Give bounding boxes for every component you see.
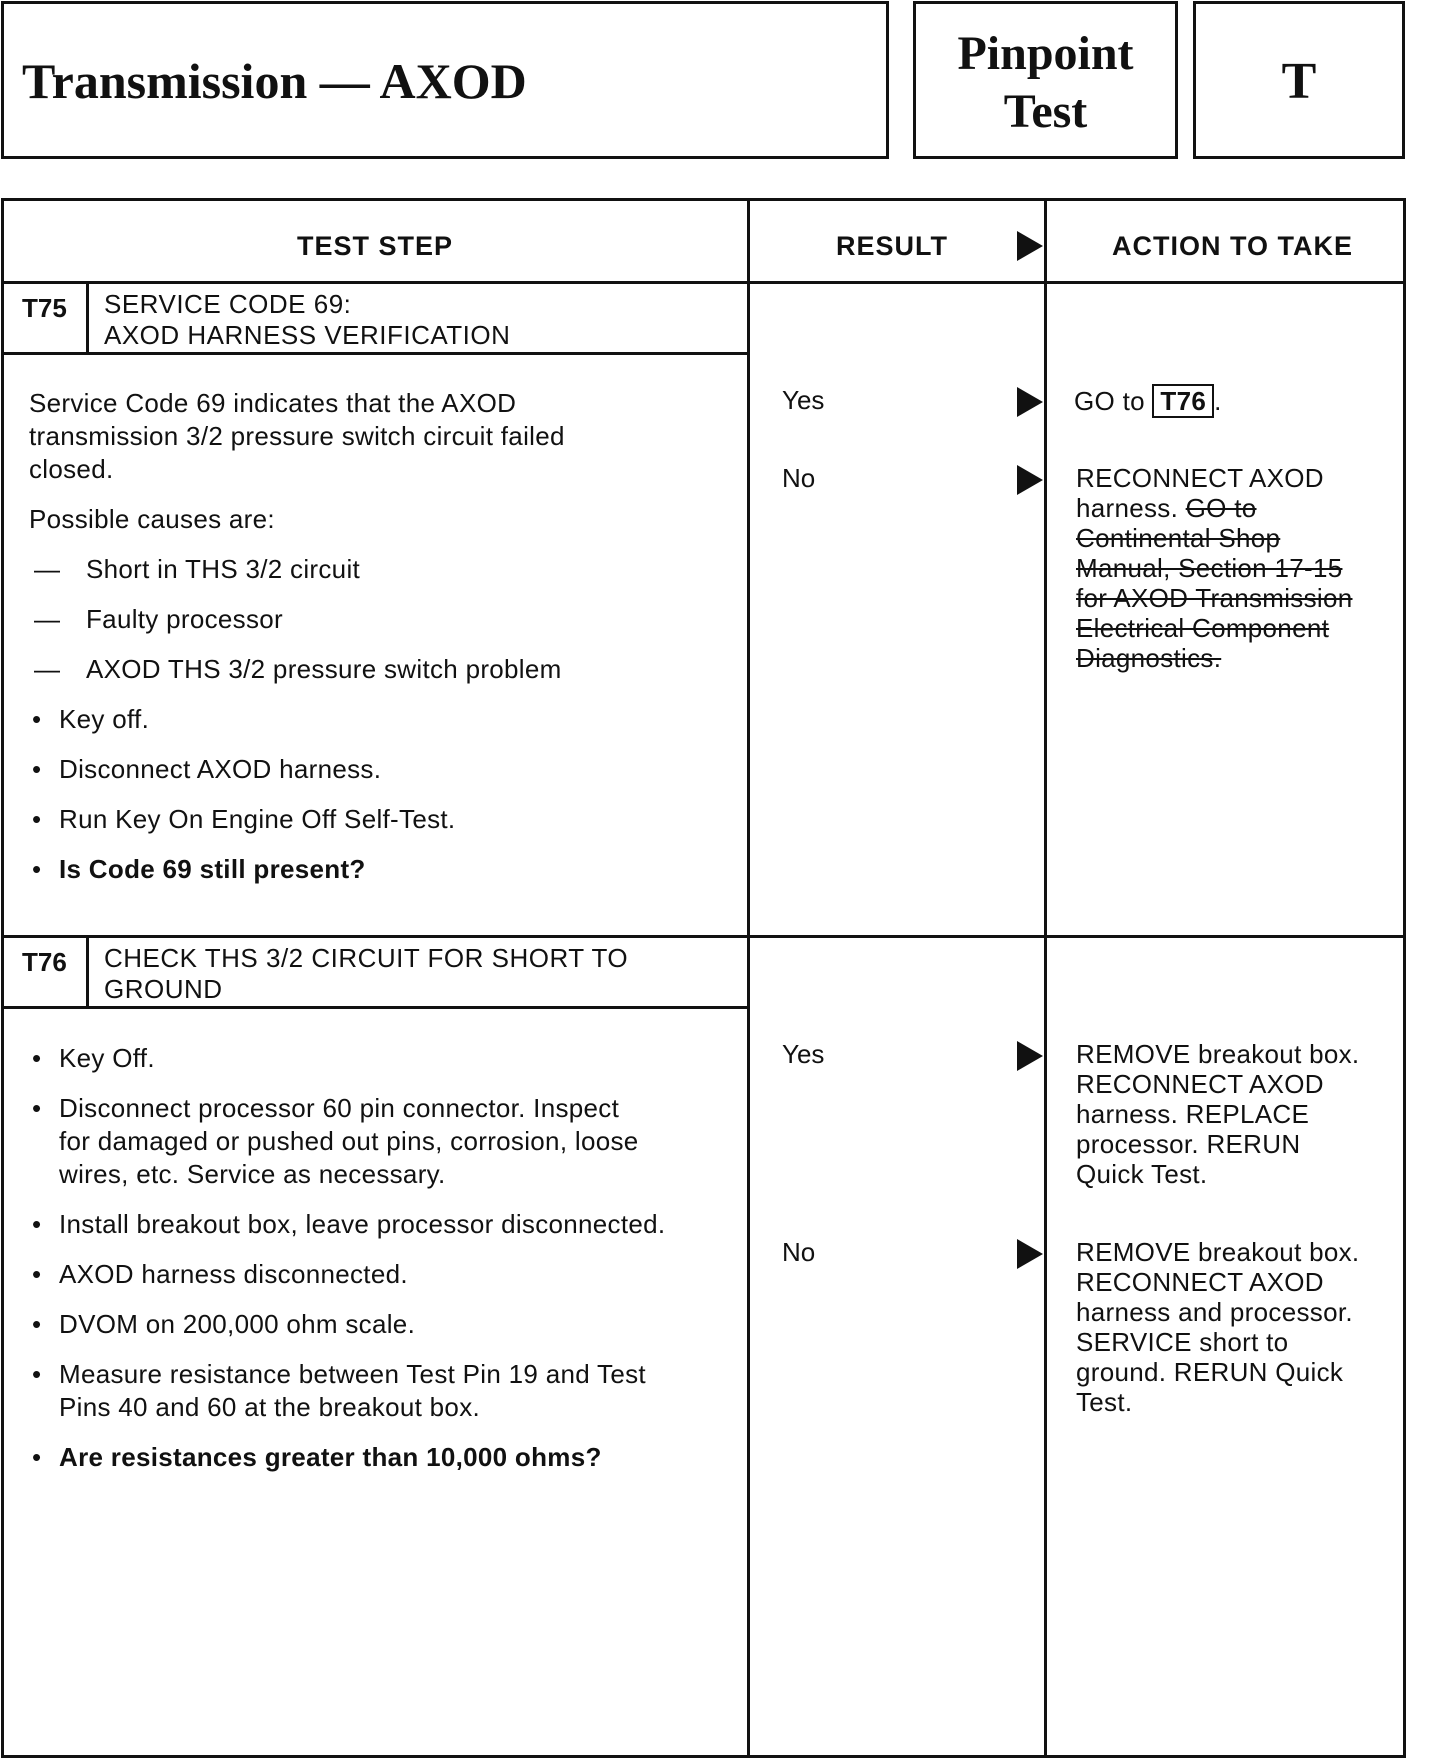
action-text: Test. [1076, 1387, 1133, 1417]
result-no: No [782, 1237, 816, 1267]
column-divider [1044, 201, 1047, 1758]
dash-icon: — [34, 604, 60, 634]
bullet-icon: • [32, 1309, 42, 1339]
procedure-item: Install breakout box, leave processor disconnected. [59, 1209, 666, 1239]
struck-text: GO to [1185, 493, 1257, 523]
arrow-right-icon [1017, 1041, 1043, 1071]
bullet-icon: • [32, 754, 42, 784]
header-action: ACTION TO TAKE [1112, 231, 1353, 261]
result-yes: Yes [782, 1039, 825, 1069]
step-title-line1: SERVICE CODE 69: [104, 289, 352, 319]
arrow-right-icon [1017, 387, 1043, 417]
step-id-divider [86, 935, 89, 1008]
column-divider [747, 201, 750, 1758]
step-divider [4, 935, 1403, 938]
dash-icon: — [34, 554, 60, 584]
header-divider [4, 281, 1403, 284]
procedure-item: wires, etc. Service as necessary. [59, 1159, 446, 1189]
step-title-line1: CHECK THS 3/2 CIRCUIT FOR SHORT TO [104, 943, 629, 973]
pinpoint-table [1, 198, 1406, 1758]
action-text: RECONNECT AXOD [1076, 463, 1324, 493]
struck-text: Continental Shop [1076, 523, 1281, 553]
action-text: GO to [1074, 386, 1145, 416]
bullet-icon: • [32, 704, 42, 734]
action-text: REMOVE breakout box. [1076, 1237, 1360, 1267]
action-text: SERVICE short to [1076, 1327, 1289, 1357]
page-title: Transmission — AXOD [22, 53, 527, 109]
step-title-line2: AXOD HARNESS VERIFICATION [104, 320, 511, 350]
struck-text: for AXOD Transmission [1076, 583, 1353, 613]
bullet-icon: • [32, 1259, 42, 1289]
step-question: Is Code 69 still present? [59, 854, 366, 884]
procedure-item: for damaged or pushed out pins, corrosion, loose [59, 1126, 639, 1156]
bullet-icon: • [32, 1093, 42, 1123]
step-title-divider [4, 352, 747, 355]
action-text: RECONNECT AXOD [1076, 1267, 1324, 1297]
test-type-box [913, 1, 1178, 159]
arrow-right-icon [1017, 231, 1043, 261]
struck-text: Electrical Component [1076, 613, 1330, 643]
procedure-item: Key Off. [59, 1043, 155, 1073]
test-type-line1: Pinpoint [957, 27, 1134, 80]
procedure-item: DVOM on 200,000 ohm scale. [59, 1309, 416, 1339]
procedure-item: Key off. [59, 704, 150, 734]
section-box [1193, 1, 1405, 159]
procedure-item: Disconnect processor 60 pin connector. Inspect [59, 1093, 620, 1123]
result-no: No [782, 463, 816, 493]
dash-icon: — [34, 654, 60, 684]
cause-item: Faulty processor [86, 604, 283, 634]
struck-text: Manual, Section 17-15 [1076, 553, 1343, 583]
action-text: ground. RERUN Quick [1076, 1357, 1344, 1387]
action-text: . [1214, 386, 1222, 416]
action-text: processor. RERUN [1076, 1129, 1301, 1159]
action-yes [1074, 386, 1222, 416]
intro-text: Service Code 69 indicates that the AXOD [29, 388, 517, 418]
bullet-icon: • [32, 1043, 42, 1073]
bullet-icon: • [32, 1359, 42, 1389]
procedure-item: Disconnect AXOD harness. [59, 754, 382, 784]
result-yes: Yes [782, 385, 825, 415]
section-letter: T [1281, 53, 1317, 110]
title-box [1, 1, 889, 159]
struck-text: Diagnostics. [1076, 643, 1222, 673]
procedure-item: Measure resistance between Test Pin 19 and Test [59, 1359, 646, 1389]
action-line [1076, 493, 1257, 523]
header-test-step: TEST STEP [297, 231, 454, 261]
step-title-divider [4, 1006, 747, 1009]
bullet-icon: • [32, 804, 42, 834]
test-type-line2: Test [1003, 85, 1088, 138]
action-text: harness. REPLACE [1076, 1099, 1310, 1129]
intro-text: transmission 3/2 pressure switch circuit failed [29, 421, 565, 451]
step-question: Are resistances greater than 10,000 ohms? [59, 1442, 602, 1472]
procedure-item: Pins 40 and 60 at the breakout box. [59, 1392, 481, 1422]
cause-item: Short in THS 3/2 circuit [86, 554, 361, 584]
arrow-right-icon [1017, 465, 1043, 495]
cause-item: AXOD THS 3/2 pressure switch problem [86, 654, 562, 684]
action-text: harness. [1076, 493, 1179, 523]
intro-text: closed. [29, 454, 114, 484]
arrow-right-icon [1017, 1239, 1043, 1269]
step-id-divider [86, 281, 89, 354]
action-text: harness and processor. [1076, 1297, 1353, 1327]
bullet-icon: • [32, 1209, 42, 1239]
action-text: RECONNECT AXOD [1076, 1069, 1324, 1099]
step-title-line2: GROUND [104, 974, 223, 1004]
bullet-icon: • [32, 1442, 42, 1472]
procedure-item: AXOD harness disconnected. [59, 1259, 408, 1289]
header-result: RESULT [836, 231, 948, 261]
action-text: Quick Test. [1076, 1159, 1208, 1189]
step-id: T76 [22, 947, 67, 977]
step-id: T75 [22, 293, 67, 323]
bullet-icon: • [32, 854, 42, 884]
causes-heading: Possible causes are: [29, 504, 275, 534]
procedure-item: Run Key On Engine Off Self-Test. [59, 804, 456, 834]
action-text: REMOVE breakout box. [1076, 1039, 1360, 1069]
step-reference: T76 [1152, 384, 1214, 418]
